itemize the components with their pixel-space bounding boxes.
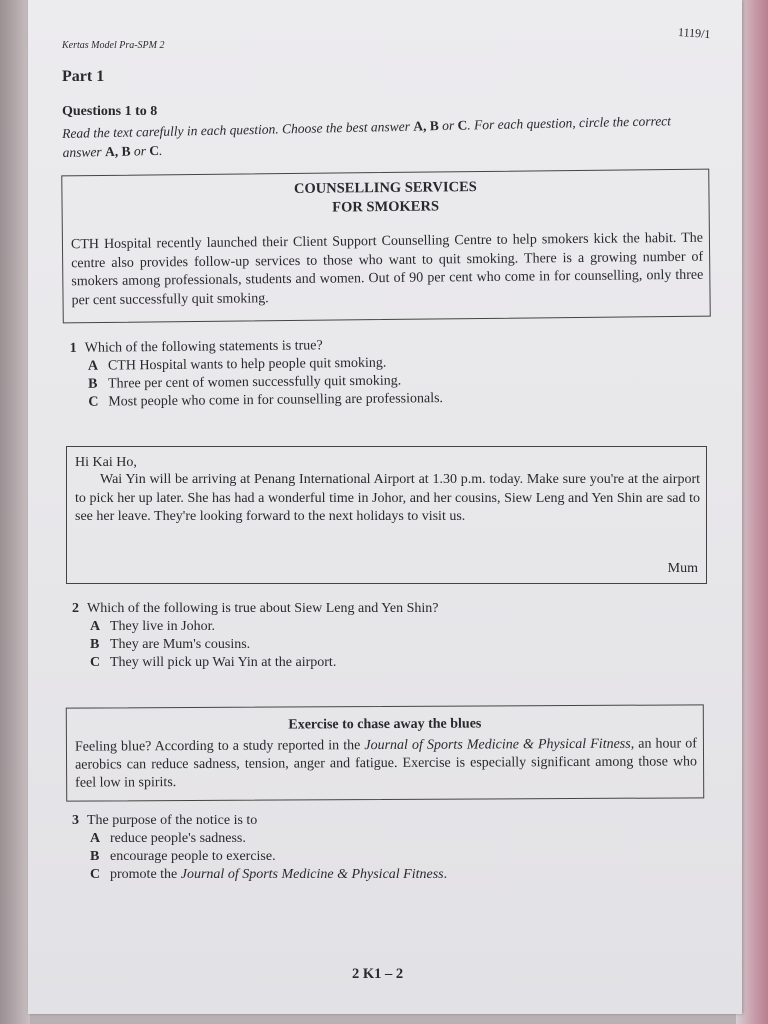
question-range-heading: Questions 1 to 8 <box>62 104 158 119</box>
header-paper-name: Kertas Model Pra-SPM 2 <box>62 40 165 51</box>
exam-page <box>28 0 742 1014</box>
counselling-notice-body: CTH Hospital recently launched their Client Support Counselling Centre to help smokers kick the habit. The centre also provides follow-up services to those who want to quit smoking. There is a growing number of smokers among professionals, students and women. Out of 90 per cent who come in for counselling, only three per cent successfully quit smoking. <box>70 230 704 308</box>
question-stem: Which of the following is true about Siew Leng and Yen Shin? <box>87 601 439 616</box>
header-paper-code: 1119/1 <box>677 24 711 42</box>
question-stem: The purpose of the notice is to <box>87 813 258 828</box>
note-greeting: Hi Kai Ho, <box>75 455 137 470</box>
counselling-notice-title: COUNSELLING SERVICES FOR SMOKERS <box>293 179 477 216</box>
answer-option-c[interactable]: C Most people who come in for counselling are professionals. <box>88 391 444 410</box>
question-stem: Which of the following statements is true? <box>84 338 323 356</box>
page-edge-left <box>0 0 30 1024</box>
question-number: 1 <box>69 340 77 356</box>
answer-option-a[interactable]: A reduce people's sadness. <box>90 831 246 846</box>
question-3 <box>72 812 447 884</box>
exercise-notice-title: Exercise to chase away the blues <box>288 716 482 733</box>
instructions: Read the text carefully in each question. Choose the best answer A, B or C. For each question, circle the correct answer A, B or C. <box>62 113 672 160</box>
counselling-notice <box>61 169 711 324</box>
answer-option-b[interactable]: B Three per cent of women successfully quit smoking. <box>88 373 402 392</box>
question-2 <box>72 600 439 672</box>
note-to-kai-ho <box>66 446 707 584</box>
question-number: 3 <box>72 813 79 828</box>
note-signature: Mum <box>667 561 698 576</box>
answer-option-b[interactable]: B encourage people to exercise. <box>90 849 276 864</box>
question-number: 2 <box>72 601 79 616</box>
answer-option-c[interactable]: C promote the Journal of Sports Medicine & Physical Fitness. <box>90 867 448 882</box>
note-body: Wai Yin will be arriving at Penang International Airport at 1.30 p.m. today. Make sure you're at the airport to pick her up later. She has had a wonderful time in Johor, and her cousins, Siew Leng and Yen Shin are sad to see her leave. They're looking forward to the next holidays to visit us. <box>75 472 700 524</box>
question-1 <box>70 336 443 412</box>
part-heading: Part 1 <box>62 68 105 85</box>
exercise-notice <box>66 704 704 801</box>
exercise-notice-body: Feeling blue? According to a study reported in the Journal of Sports Medicine & Physical Fitness, an hour of aerobics can reduce sadness, tension, anger and fatigue. Exercise is especially significant among those who feel low in spirits. <box>74 736 698 791</box>
answer-option-a[interactable]: A CTH Hospital wants to help people quit smoking. <box>87 355 387 374</box>
page-footer: 2 K1 – 2 <box>352 966 404 982</box>
answer-option-b[interactable]: B They are Mum's cousins. <box>90 637 251 652</box>
answer-option-c[interactable]: C They will pick up Wai Yin at the airport. <box>90 655 337 670</box>
answer-option-a[interactable]: A They live in Johor. <box>90 619 215 634</box>
